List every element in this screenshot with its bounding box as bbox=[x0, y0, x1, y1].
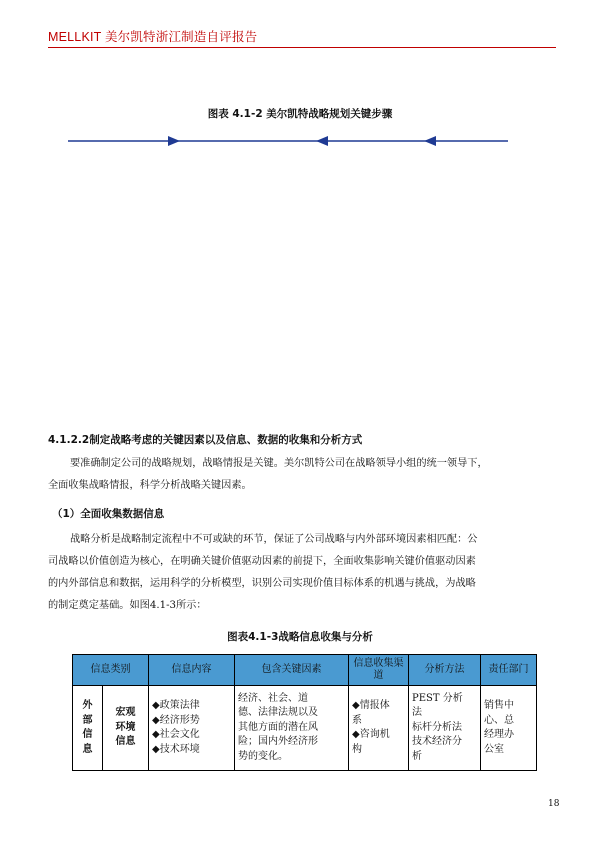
header-brand: MELLKIT 美尔凯特浙江制造自评报告 bbox=[48, 30, 258, 44]
channels-cell: ◆情报体 系 ◆咨询机 构 bbox=[349, 686, 409, 771]
header-cell: 分析方法 bbox=[409, 655, 481, 686]
table-row bbox=[73, 686, 537, 771]
paragraph bbox=[48, 529, 558, 617]
header-cell: 包含关键因素 bbox=[235, 655, 349, 686]
arrow-left-icon bbox=[424, 136, 436, 146]
paragraph-line: 司战略以价值创造为核心，在明确关键价值驱动因素的前提下，全面收集影响关键价值驱动因素 bbox=[48, 556, 476, 567]
methods-cell: PEST 分析 法 标杆分析法 技术经济分 析 bbox=[409, 686, 481, 771]
paragraph-line: 的内外部信息和数据，运用科学的分析模型，识别公司实现价值目标体系的机遇与挑战，为战略 bbox=[48, 578, 476, 589]
paragraph-line: 要准确制定公司的战略规划，战略情报是关键。美尔凯特公司在战略领导小组的统一领导下， bbox=[70, 458, 488, 469]
diagram-area bbox=[60, 160, 540, 420]
flow-arrow-line bbox=[68, 134, 508, 148]
table-header-row bbox=[73, 655, 537, 686]
category-outer-cell: 外 部 信 息 bbox=[73, 686, 103, 771]
paragraph-line: 战略分析是战略制定流程中不可或缺的环节，保证了公司战略与内外部环境因素相匹配：公 bbox=[70, 534, 478, 545]
figure-title: 图表 4.1-2 美尔凯特战略规划关键步骤 bbox=[207, 108, 393, 120]
arrow-right-icon bbox=[168, 136, 180, 146]
departments-cell: 销售中 心、总 经理办 公室 bbox=[481, 686, 537, 771]
content-cell: ◆政策法律 ◆经济形势 ◆社会文化 ◆技术环境 bbox=[149, 686, 235, 771]
header-cell: 信息类别 bbox=[73, 655, 149, 686]
header-cell: 信息内容 bbox=[149, 655, 235, 686]
page-number: 18 bbox=[548, 799, 560, 809]
factors-cell: 经济、社会、道 德、法律法规以及 其他方面的潜在风 险；国内外经济形 势的变化。 bbox=[235, 686, 349, 771]
header-cell: 信息收集渠道 bbox=[349, 655, 409, 686]
paragraph bbox=[48, 453, 558, 497]
figure-title: 图表4.1-3战略信息收集与分析 bbox=[227, 631, 373, 643]
header-rule bbox=[48, 47, 556, 48]
arrow-left-icon bbox=[316, 136, 328, 146]
info-table bbox=[72, 654, 537, 771]
paragraph-line: 的制定奠定基础。如图4.1-3所示： bbox=[48, 600, 207, 611]
page-header bbox=[48, 26, 556, 46]
header-cell: 责任部门 bbox=[481, 655, 537, 686]
category-inner-cell: 宏观 环境 信息 bbox=[103, 686, 149, 771]
paragraph-line: 全面收集战略情报，科学分析战略关键因素。 bbox=[48, 480, 252, 491]
subheading: （1）全面收集数据信息 bbox=[52, 508, 165, 520]
section-heading: 4.1.2.2制定战略考虑的关键因素以及信息、数据的收集和分析方式 bbox=[48, 434, 363, 446]
